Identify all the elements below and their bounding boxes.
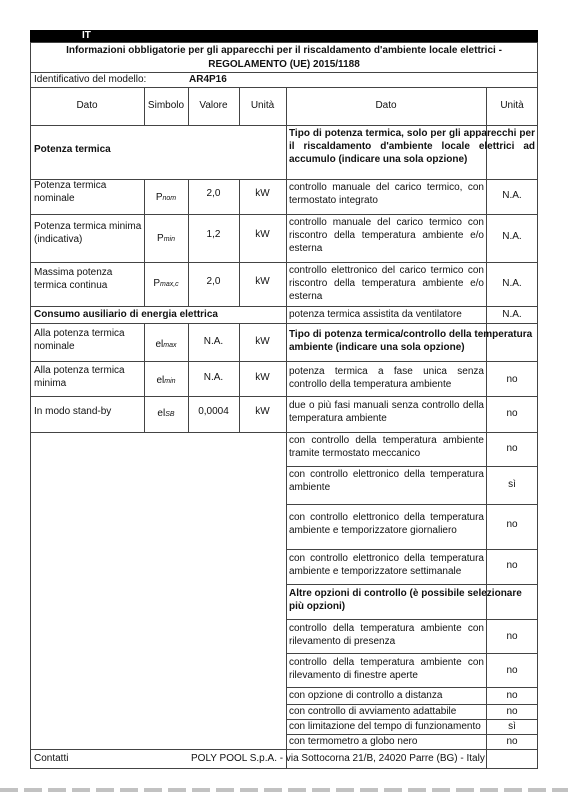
row-label-massima: Massima potenza termica continua: [34, 267, 113, 291]
row-unit-massima: kW: [255, 276, 270, 287]
row-symbol-massima: Pmax,c: [153, 278, 179, 289]
s2-row-value-3: sì: [508, 479, 516, 490]
col-header-unita: Unità: [250, 100, 275, 111]
row-value-minima: 1,2: [206, 229, 221, 240]
aux-symbol-minima: elmin: [156, 375, 176, 386]
s2-row-text-3: con controllo elettronico della temperatura ambiente: [289, 469, 484, 493]
s3-row-text-1: controllo della temperatura ambiente con rilevamento di finestre aperte: [289, 657, 484, 681]
s3-row-value-3: no: [506, 706, 518, 717]
aux-symbol-standby: elSB: [157, 408, 175, 419]
row-symbol-minima: Pmin: [157, 233, 175, 244]
s3-row-text-0: controllo della temperatura ambiente con rilevamento di presenza: [289, 623, 484, 647]
s2-row-value-5: no: [506, 560, 518, 571]
s2-row-value-2: no: [506, 443, 518, 454]
s1-row-value-0: N.A.: [502, 190, 522, 201]
section-altre-opzioni: Altre opzioni di controllo (è possibile selezionare più opzioni): [289, 588, 522, 612]
page-edge-strip: [0, 788, 568, 792]
contacts-row: [30, 749, 538, 769]
spec-table: [30, 87, 538, 769]
s1-row-text-2: controllo elettronico del carico termico con riscontro della temperatura ambiente e/o esterna: [289, 265, 484, 302]
model-value: AR4P16: [189, 74, 227, 85]
header-title: Informazioni obbligatorie per gli apparecchi per il riscaldamento d'ambiente locale elettrici -: [66, 45, 502, 56]
aux-value-minima: N.A.: [203, 372, 224, 383]
aux-unit-standby: kW: [255, 406, 270, 417]
s3-row-value-5: no: [506, 736, 518, 747]
col-header-simbolo: Simbolo: [147, 100, 185, 111]
col-header-dato-right: Dato: [375, 100, 397, 111]
aux-unit-minima: kW: [255, 372, 270, 383]
s1-row-value-2: N.A.: [502, 278, 522, 289]
section-potenza-termica: Potenza termica: [34, 144, 111, 155]
contacts-value: POLY POOL S.p.A. - via Sottocorna 21/B, 24020 Parre (BG) - Italy: [191, 753, 485, 764]
section-tipo-accumulo: Tipo di potenza termica, solo per gli apparecchi per il riscaldamento d'ambiente locale elettrici ad accumulo (indicare una sola opzione): [289, 128, 535, 165]
s3-row-value-1: no: [506, 665, 518, 676]
s3-row-value-0: no: [506, 631, 518, 642]
language-tag: IT: [30, 30, 538, 42]
model-label: Identificativo del modello:: [34, 74, 147, 85]
row-value-nominale: 2,0: [206, 188, 221, 199]
row-value-massima: 2,0: [206, 276, 221, 287]
section-consumo: Consumo ausiliario di energia elettrica: [34, 309, 218, 320]
aux-label-nominale: Alla potenza termica nominale: [34, 328, 125, 352]
s2-row-text-1: due o più fasi manuali senza controllo della temperatura ambiente: [289, 400, 484, 424]
row-label-nominale: Potenza termica nominale: [34, 180, 107, 204]
model-row: [30, 72, 538, 87]
s2-row-text-4: con controllo elettronico della temperatura ambiente e temporizzatore giornaliero: [289, 512, 484, 536]
contacts-label: Contatti: [34, 753, 69, 764]
s1-row-text-0: controllo manuale del carico termico, con termostato integrato: [289, 182, 484, 206]
s2-row-text-2: con controllo della temperatura ambiente tramite termostato meccanico: [289, 435, 484, 459]
row-unit-minima: kW: [255, 229, 270, 240]
aux-label-minima: Alla potenza termica minima: [34, 365, 125, 389]
s2-row-value-1: no: [506, 408, 518, 419]
aux-label-standby: In modo stand-by: [34, 406, 112, 417]
s1-row-text-1: controllo manuale del carico termico con riscontro della temperatura ambiente e/o esterna: [289, 217, 484, 254]
document-header: [30, 42, 538, 72]
aux-value-nominale: N.A.: [203, 336, 224, 347]
s3-row-value-4: sì: [508, 721, 516, 732]
s2-row-text-5: con controllo elettronico della temperatura ambiente e temporizzatore settimanale: [289, 553, 484, 577]
aux-value-standby: 0,0004: [198, 406, 229, 417]
row-label-minima: Potenza termica minima (indicativa): [34, 221, 142, 245]
s1-row-text-3: potenza termica assistita da ventilatore: [289, 309, 462, 320]
s2-row-text-0: potenza termica a fase unica senza controllo della temperatura ambiente: [289, 366, 484, 390]
s3-row-value-2: no: [506, 690, 518, 701]
s1-row-value-3: N.A.: [502, 309, 522, 320]
section-tipo-controllo: Tipo di potenza termica/controllo della temperatura ambiente (indicare una sola opzione): [289, 329, 533, 353]
s3-row-text-2: con opzione di controllo a distanza: [289, 690, 443, 701]
col-header-unita-right: Unità: [500, 100, 524, 111]
s3-row-text-3: con controllo di avviamento adattabile: [289, 706, 457, 717]
s2-row-value-0: no: [506, 374, 518, 385]
row-unit-nominale: kW: [255, 188, 270, 199]
s1-row-value-1: N.A.: [502, 231, 522, 242]
s3-row-text-4: con limitazione del tempo di funzionamento: [289, 721, 481, 732]
aux-unit-nominale: kW: [255, 336, 270, 347]
s3-row-text-5: con termometro a globo nero: [289, 736, 418, 747]
aux-symbol-nominale: elmax: [155, 339, 177, 350]
col-header-dato: Dato: [76, 100, 98, 111]
header-regulation: REGOLAMENTO (UE) 2015/1188: [208, 59, 360, 70]
row-symbol-nominale: Pnom: [155, 192, 177, 203]
col-header-valore: Valore: [199, 100, 228, 111]
s2-row-value-4: no: [506, 519, 518, 530]
